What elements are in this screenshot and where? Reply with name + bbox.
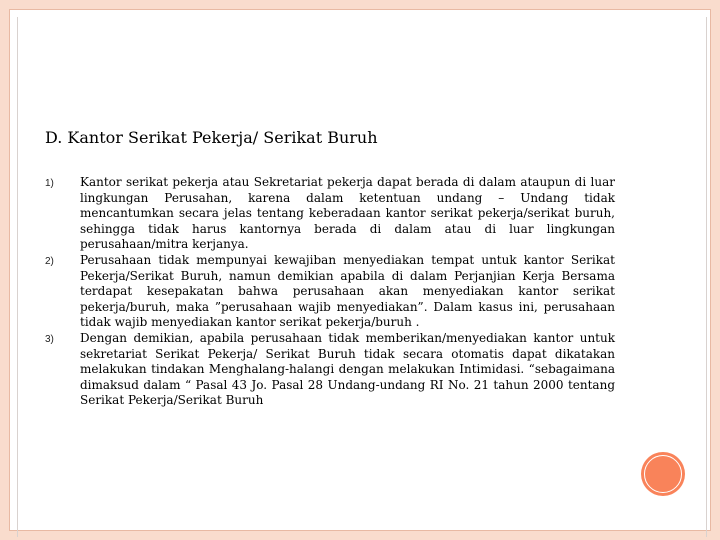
list-item bbox=[45, 175, 615, 253]
list-item bbox=[45, 253, 615, 331]
slide-title: D. Kantor Serikat Pekerja/ Serikat Buruh bbox=[45, 128, 378, 147]
decorative-circle-icon bbox=[641, 452, 685, 496]
list-item-number: 3) bbox=[45, 333, 54, 345]
list-item-text: Perusahaan tidak mempunyai kewajiban menyediakan tempat untuk kantor Serikat Pekerja/Serikat Buruh, namun demikian apabila di dalam Perjanjian Kerja Bersama terdapat kesepakatan bahwa perusahaan akan menyediakan kantor serikat pekerja/buruh, maka ”perusahaan wajib menyediakan”. Dalam kasus ini, perusahaan tidak wajib menyediakan kantor serikat pekerja/buruh . bbox=[80, 252, 615, 330]
list-item-number: 2) bbox=[45, 255, 54, 267]
list-item-number: 1) bbox=[45, 178, 54, 189]
list-item-text: Dengan demikian, apabila perusahaan tidak memberikan/menyediakan kantor untuk sekretariat Serikat Pekerja/ Serikat Buruh tidak secara otomatis dapat dikatakan melakukan tindakan Menghalang-halangi dengan melakukan Intimidasi. “sebagaimana dimaksud dalam “ Pasal 43 Jo. Pasal 28 Undang-undang RI No. 21 tahun 2000 tentang Serikat Pekerja/Serikat Buruh bbox=[80, 330, 615, 408]
list-item bbox=[45, 331, 615, 409]
list-item-text: Kantor serikat pekerja atau Sekretariat pekerja dapat berada di dalam ataupun di luar lingkungan Perusahan, karena dalam ketentuan undang – Undang tidak mencantumkan secara jelas tentang keberadaan kantor serikat pekerja/serikat buruh, sehingga tidak harus kantornya berada di dalam atau di luar lingkungan perusahaan/mitra kerjanya. bbox=[80, 175, 615, 252]
numbered-list bbox=[45, 175, 615, 409]
